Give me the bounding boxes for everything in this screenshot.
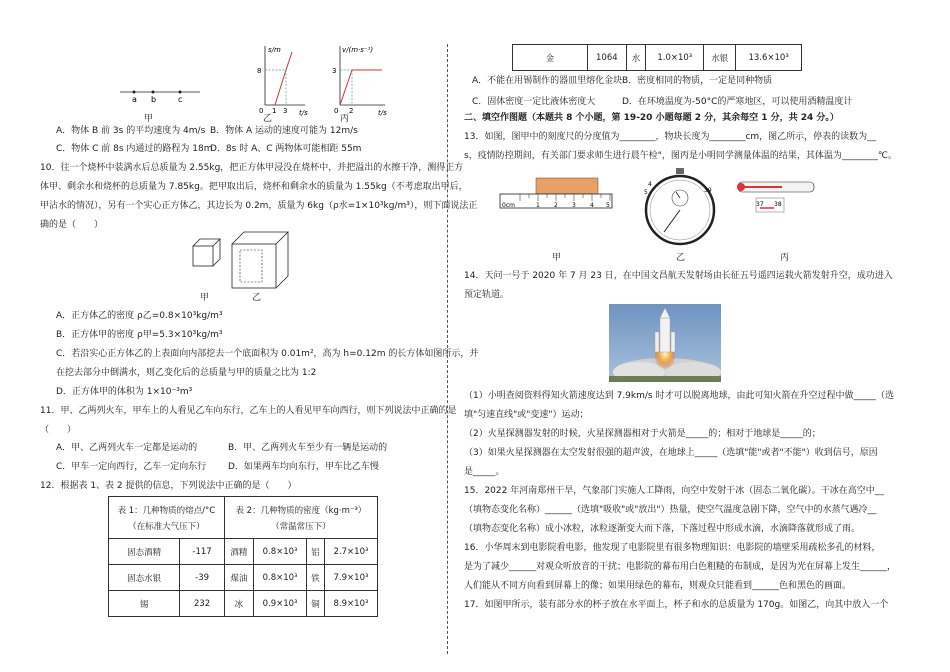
g3-xlabel: t/s (378, 109, 387, 117)
table1-header (109, 497, 225, 539)
q9-option-d: D．8s 时 A、C 两物体可能相距 55m (210, 144, 362, 154)
q11-line-2: （ ） (40, 425, 77, 435)
q10-option-b: B．正方体甲的密度 ρ甲=5.3×10³kg/m³ (56, 330, 223, 340)
watch-label-4: 4 (648, 181, 652, 188)
table-cell: 固态水银 (109, 565, 180, 591)
point-c-label: c (178, 95, 183, 104)
graph-caption-jia: 甲 (144, 114, 154, 124)
therm-label-38: 38 (774, 201, 782, 208)
table-cell: 酒精 (224, 539, 253, 565)
q14-item-3: （3）如果火星探测器在太空发射很强的超声波，在地球上_____（选填"能"或者"不能"）收到信号，原因 (464, 448, 878, 458)
q16-line-1: 16．小华周末到电影院看电影，他发现了电影院里有很多物理知识：电影院的墙壁采用疏松多孔的材料， (464, 543, 881, 553)
q13-line-2: s，疫情防控期间，有关部门要求师生进行晨午检"，图丙是小明同学测量体温的结果，其体温为________℃。 (464, 151, 897, 161)
cube-caption-yi: 乙 (252, 293, 262, 303)
table-cell: 0.9×10³ (254, 591, 307, 617)
q10-option-c: C．若沿实心正方体乙的上表面向内部挖去一个底面积为 0.01m²，高为 h=0.12m 的长方体如图所示，并 (56, 349, 479, 359)
table1-subtitle: （在标准大气压下） (128, 521, 205, 532)
point-a-label: a (132, 95, 137, 104)
cubes-figure (190, 230, 300, 290)
table-row (109, 539, 378, 565)
q12-stem: 12．根据表 1、表 2 提供的信息，下列说法中正确的是（ ） (40, 481, 297, 491)
table-row (109, 591, 378, 617)
q10-option-d: D．正方体甲的体积为 1×10⁻³m³ (56, 387, 193, 397)
ruler-label-5: 5 (606, 202, 610, 209)
table-cell: 1.0×10³ (646, 45, 704, 71)
ruler-label-2: 2 (554, 202, 558, 209)
q9-option-b: B．物体 A 运动的速度可能为 12m/s (210, 126, 358, 136)
table-cell: 水 (626, 45, 646, 71)
table-cell: 13.6×10³ (736, 45, 802, 71)
q10-line-1: 10．往一个烧杯中装满水后总质量为 2.55kg，把正方体甲浸没在烧杯中，并把溢出的水擦干净，测得正方 (40, 163, 464, 173)
table-cell: 煤油 (224, 565, 253, 591)
table-cell: 232 (180, 591, 224, 617)
q9-option-c: C．物体 C 前 8s 内通过的路程为 18m (56, 144, 213, 154)
table-cell: 0.8×10³ (254, 565, 307, 591)
table-cell: 锡 (109, 591, 180, 617)
g2-ylabel: s/m (268, 46, 281, 54)
q10-option-c-cont: 在挖去部分中倒满水，则乙变化后的总质量与甲的质量之比为 1:2 (56, 368, 317, 378)
g2-xlabel: t/s (299, 109, 308, 117)
q11-option-a: A．甲、乙两列火车一定都是运动的 (56, 443, 198, 453)
q15-line-2: （填物态变化名称）______（选填"吸收"或"放出"）热量，使空气温度急剧下降，空气中的水蒸气遇冷__ (464, 505, 877, 515)
q14-item-1: （1）小明查阅资料得知火箭速度达到 7.9km/s 时才可以脱离地球，由此可知火箭在升空过程中做_____（选 (464, 391, 894, 401)
q12-option-a: A．不能在用锡制作的器皿里熔化金块 (472, 76, 623, 86)
table-row (109, 565, 378, 591)
motion-graphs-figure (120, 40, 410, 122)
q10-line-4: 确的是（ ） (40, 220, 104, 230)
table-cell: 固态酒精 (109, 539, 180, 565)
watch-label-39: 39 (704, 187, 712, 194)
watch-label-5: 5 (644, 189, 648, 196)
graph-caption-bing: 丙 (340, 114, 350, 124)
fig13-caption-yi: 乙 (676, 253, 686, 263)
q16-line-3: 人们能从不同方向看到屏幕上的像；如果用绿色的幕布，则观众只能看到______色和黑色的画面。 (464, 581, 852, 591)
table-cell: 冰 (224, 591, 253, 617)
table-cell: 0.8×10³ (254, 539, 307, 565)
g2-x3-tick: 3 (283, 107, 288, 115)
table-cell: 1064 (588, 45, 627, 71)
q10-line-3: 甲沾水的情况），另有一个实心正方体乙，其边长为 0.2m，质量为 6kg（ρ水=1×10³kg/m³），则下面说法正 (40, 201, 478, 211)
q17-line-1: 17．如图甲所示，装有部分水的杯子放在水平面上，杯子和水的总质量为 170g。如图乙，向其中放入一个 (464, 600, 889, 610)
q14-item-2: （2）火星探测器发射的时候，火星探测器相对于火箭是_____的；相对于地球是_____的； (464, 429, 821, 439)
q16-line-2: 是为了减少______对观众听放音的干扰；电影院的幕布用白色粗糙的布制成，是因为光在屏幕上发生______， (464, 562, 897, 572)
table-cell: 2.7×10³ (324, 539, 377, 565)
point-b-label: b (151, 95, 157, 104)
table-row (513, 45, 802, 71)
q11-option-c: C．甲车一定向西行，乙车一定向东行 (56, 462, 207, 472)
q12-option-c: C．固体密度一定比液体密度大 (472, 97, 596, 107)
ruler-label-0: 0cm (502, 202, 515, 209)
q12-option-b: B．密度相同的物质，一定是同种物质 (622, 76, 773, 86)
table-cell: -39 (180, 565, 224, 591)
q9-option-a: A．物体 B 前 3s 的平均速度为 4m/s (56, 126, 206, 136)
table1-title: 表 1：几种物质的熔点/°C (117, 505, 216, 516)
table-cell: 8.9×10³ (324, 591, 377, 617)
table-cell: 铝 (307, 539, 325, 565)
rocket-launch-photo (609, 304, 721, 382)
table2-header (224, 497, 377, 539)
q12-option-d: D．在环境温度为-50°C的严寒地区，可以使用酒精温度计 (622, 97, 853, 107)
fig13-caption-jia: 甲 (552, 253, 562, 263)
stopwatch-button (676, 168, 684, 174)
table-cell: 铁 (307, 565, 325, 591)
section-2-heading: 二、填空作图题（本题共 8 个小题，第 19-20 小题每题 2 分，其余每空 1 分，共 24 分。） (464, 113, 839, 123)
q13-line-1: 13．如图，图甲中的刻度尺的分度值为________，物块长度为________cm，图乙所示，停表的读数为__ (464, 132, 877, 142)
g3-ylabel: v/(m·s⁻¹) (342, 46, 374, 54)
measurement-figure (498, 168, 838, 254)
therm-label-37: 37 (756, 201, 764, 208)
property-table (108, 496, 378, 617)
table-cell: 铜 (307, 591, 325, 617)
g3-x2-tick: 2 (349, 107, 354, 115)
table-cell: 金 (513, 45, 588, 71)
table-cell: 7.9×10³ (324, 565, 377, 591)
table2-title: 表 2：几种物质的密度（kg·m⁻³） (235, 505, 367, 516)
q14-line-1: 14．天问一号于 2020 年 7 月 23 日，在中国文昌航天发射场由长征五号遥四运载火箭发射升空，成功进入 (464, 271, 893, 281)
g2-y-tick: 8 (257, 67, 262, 75)
ruler-label-1: 1 (536, 202, 540, 209)
q14-line-2: 预定轨道。 (464, 290, 510, 300)
q14-item-3-cont: 是_____。 (464, 467, 505, 477)
column-divider (447, 44, 448, 654)
q11-option-b: B．甲、乙两列火车至少有一辆是运动的 (228, 443, 388, 453)
table2-subtitle: （常温常压下） (271, 521, 331, 532)
g2-x1-tick: 1 (272, 107, 277, 115)
g3-y-tick: 3 (332, 67, 337, 75)
ruler-label-4: 4 (590, 202, 594, 209)
q14-item-1-cont: 填"匀速直线"或"变速"）运动； (464, 410, 589, 420)
q10-line-2: 体甲、剩余水和烧杯的总质量为 7.85kg。把甲取出后，烧杯和剩余水的质量为 1.55kg（不考虑取出甲后， (40, 182, 468, 192)
table-cell: -117 (180, 539, 224, 565)
table-continuation (512, 44, 802, 71)
fig13-caption-bing: 丙 (780, 253, 790, 263)
g2-x0-tick: 0 (259, 107, 264, 115)
ruler-label-3: 3 (572, 202, 576, 209)
g3-x0-tick: 0 (334, 107, 339, 115)
cube-caption-jia: 甲 (200, 293, 210, 303)
q10-option-a: A．正方体乙的密度 ρ乙=0.8×10³kg/m³ (56, 311, 223, 321)
table-cell: 水银 (704, 45, 736, 71)
q11-option-d: D．如果两车均向东行，甲车比乙车慢 (228, 462, 379, 472)
graph-caption-yi: 乙 (263, 114, 273, 124)
wood-block (536, 178, 598, 194)
q11-line-1: 11．甲、乙两列火车，甲车上的人看见乙车向东行，乙车上的人看见甲车向西行，则下列说法中正确的是 (40, 406, 457, 416)
q15-line-1: 15．2022 年河南郑州干旱，气象部门实施人工降雨，向空中发射干冰（固态二氧化碳）。干冰在高空中__ (464, 486, 884, 496)
q15-line-3: （填物态变化名称）成小冰粒，冰粒逐渐变大而下落，下落过程中形成水滴，水滴降落就形成了雨。 (464, 524, 861, 534)
